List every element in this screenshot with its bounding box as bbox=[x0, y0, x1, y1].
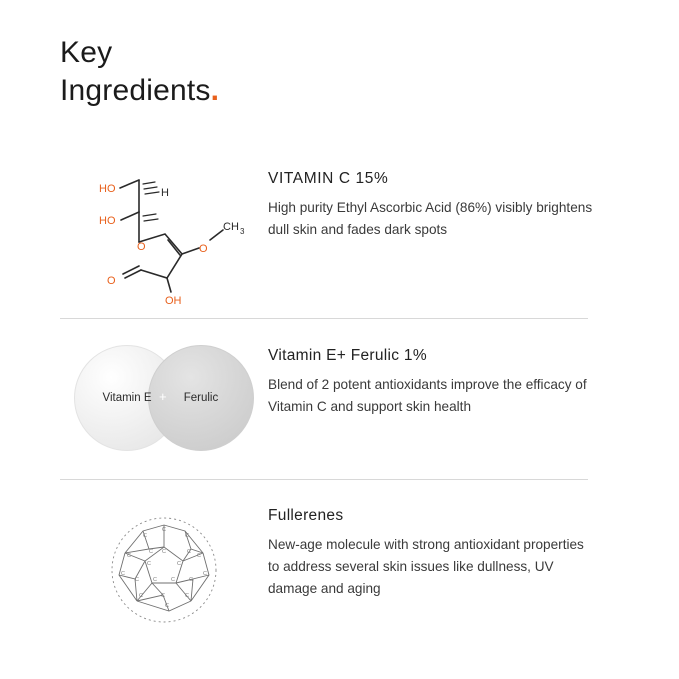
svg-text:C: C bbox=[135, 577, 139, 583]
svg-text:C: C bbox=[162, 549, 166, 555]
ingredient-text-vitamin-e-ferulic bbox=[268, 345, 620, 418]
circle-ferulic-label: Ferulic bbox=[183, 392, 219, 404]
divider bbox=[60, 479, 588, 480]
fullerene-illustration bbox=[60, 505, 268, 635]
circle-vitamin-e-label: Vitamin E bbox=[102, 392, 152, 404]
ingredient-row-vitamin-c bbox=[60, 168, 620, 308]
ethyl-ascorbic-acid-icon bbox=[77, 168, 252, 308]
svg-text:C: C bbox=[185, 593, 189, 599]
svg-text:C: C bbox=[143, 533, 147, 539]
ingredient-row-vitamin-e-ferulic bbox=[60, 345, 620, 449]
svg-text:C: C bbox=[139, 593, 143, 599]
page-title bbox=[60, 34, 219, 111]
ingredient-description: New-age molecule with strong antioxidant properties to address several skin issues like dullness, UV damage and aging bbox=[268, 537, 584, 597]
ingredient-title: Vitamin E+ Ferulic 1% bbox=[268, 347, 427, 364]
ingredient-text-vitamin-c bbox=[268, 168, 620, 241]
molecule-illustration-vitamin-c bbox=[60, 168, 268, 308]
ingredient-row-fullerenes bbox=[60, 505, 620, 635]
label-ch3-subscript: 3 bbox=[239, 227, 244, 236]
ingredient-title: VITAMIN C 15% bbox=[268, 170, 389, 187]
svg-text:C: C bbox=[203, 571, 207, 577]
svg-text:C: C bbox=[185, 533, 189, 539]
fullerene-sphere-icon bbox=[99, 505, 229, 635]
circles-illustration bbox=[60, 345, 268, 449]
divider bbox=[60, 318, 588, 319]
ingredient-description: High purity Ethyl Ascorbic Acid (86%) visibly brightens dull skin and fades dark spots bbox=[268, 200, 593, 238]
ingredient-title: Fullerenes bbox=[268, 507, 344, 524]
plus-icon: + bbox=[159, 389, 167, 404]
page-title-word: Ingredients bbox=[60, 74, 211, 108]
svg-text:C: C bbox=[197, 553, 201, 559]
label-ho-top: HO bbox=[98, 183, 115, 195]
svg-text:C: C bbox=[171, 577, 175, 583]
label-h: H bbox=[160, 187, 169, 199]
label-o-double: O bbox=[106, 275, 116, 287]
ingredient-text-fullerenes bbox=[268, 505, 620, 600]
svg-text:C: C bbox=[149, 549, 153, 555]
two-overlapping-circles bbox=[74, 345, 254, 449]
label-ho-left: HO bbox=[98, 215, 115, 227]
svg-text:C: C bbox=[189, 577, 193, 583]
label-ch3: CH bbox=[222, 221, 239, 233]
svg-text:C: C bbox=[162, 527, 166, 533]
svg-text:C: C bbox=[187, 549, 191, 555]
svg-text:C: C bbox=[177, 561, 181, 567]
ingredient-description: Blend of 2 potent antioxidants improve the efficacy of Vitamin C and support skin health bbox=[268, 377, 587, 415]
label-o-ether: O bbox=[198, 243, 208, 255]
svg-text:C: C bbox=[147, 561, 151, 567]
svg-text:C: C bbox=[153, 577, 157, 583]
svg-text:C: C bbox=[127, 553, 131, 559]
page-title-line-1: Key bbox=[60, 36, 113, 69]
label-o-ring: O bbox=[136, 241, 146, 253]
svg-text:C: C bbox=[165, 603, 169, 609]
svg-text:C: C bbox=[161, 593, 165, 599]
page-title-line-2 bbox=[60, 72, 219, 110]
svg-text:C: C bbox=[121, 571, 125, 577]
accent-dot: . bbox=[210, 74, 220, 108]
label-oh-bottom: OH bbox=[164, 295, 181, 307]
